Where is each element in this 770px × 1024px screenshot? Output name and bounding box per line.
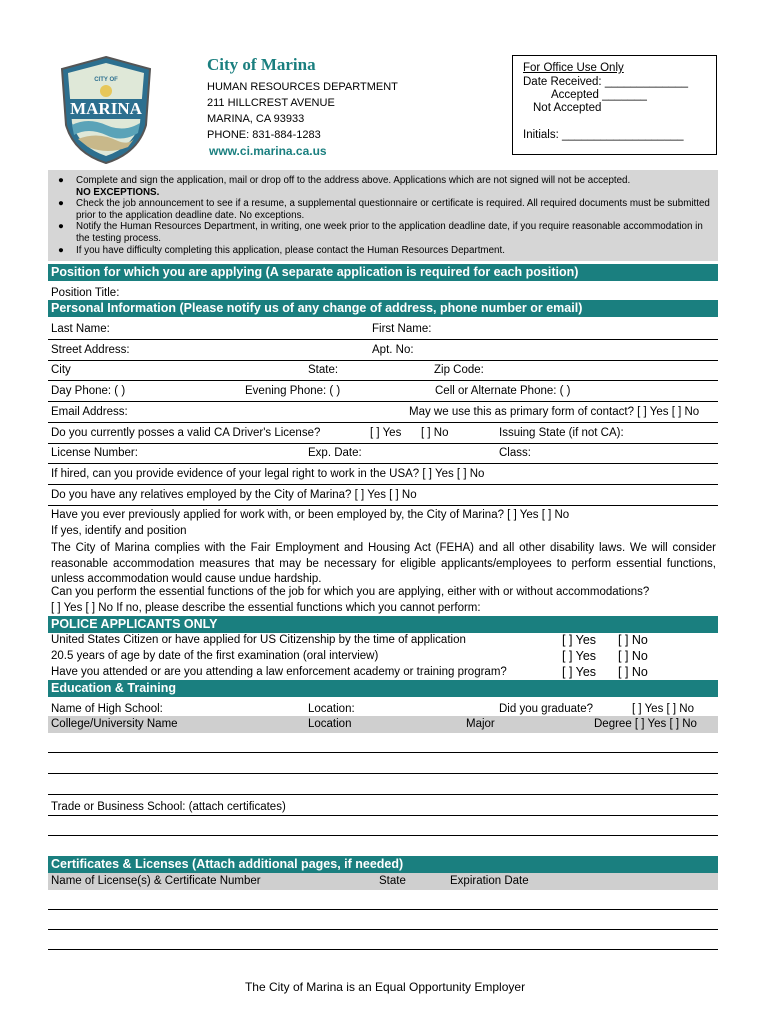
class-field[interactable]: Class: — [499, 447, 531, 459]
website-link[interactable]: www.ci.marina.ca.us — [209, 144, 327, 158]
legal-right-question[interactable]: If hired, can you provide evidence of your legal right to work in the USA? [ ] Yes [ ] No — [51, 468, 485, 480]
street-address-field[interactable]: Street Address: — [51, 344, 130, 356]
license-state-col: State — [379, 875, 406, 887]
email-primary-question[interactable]: May we use this as primary form of contact? [ ] Yes [ ] No — [409, 406, 700, 418]
police-yes-checkbox[interactable]: [ ] Yes — [562, 665, 597, 679]
expiration-date-col: Expiration Date — [450, 875, 529, 887]
police-no-checkbox[interactable]: [ ] No — [618, 665, 648, 679]
college-entry-line[interactable] — [48, 773, 718, 774]
city-field[interactable]: City — [51, 364, 71, 376]
day-phone-field[interactable]: Day Phone: ( ) — [51, 385, 126, 397]
college-name-col: College/University Name — [51, 718, 178, 730]
instruction-item: ● If you have difficulty completing this application, please contact the Human Resources Department. — [58, 244, 505, 256]
city-title: City of Marina — [207, 55, 316, 74]
police-yes-checkbox[interactable]: [ ] Yes — [562, 633, 597, 647]
police-question: 20.5 years of age by date of the first examination (oral interview) — [51, 650, 379, 662]
instruction-item: ● Check the job announcement to see if a resume, a supplemental questionnaire or certificate is required. All required documents must be submitted prior to the application deadline date. No exceptions. — [58, 198, 710, 221]
certificates-section-header: Certificates & Licenses (Attach additional pages, if needed) — [48, 856, 718, 873]
police-question: Have you attended or are you attending a law enforcement academy or training program? — [51, 666, 507, 678]
identify-position-field[interactable]: If yes, identify and position — [51, 525, 187, 537]
issuing-state-field[interactable]: Issuing State (if not CA): — [499, 427, 624, 439]
first-name-field[interactable]: First Name: — [372, 323, 432, 335]
major-col: Major — [466, 718, 495, 730]
college-entry-line[interactable] — [48, 752, 718, 753]
feha-statement: The City of Marina complies with the Fair Employment and Housing Act (FEHA) and all other disability laws. We will consider reasonable accommodation measures that may be necessary for eligible applicants/employees to perform essential functions, unless accommodation would cause undue hardship. — [51, 542, 716, 585]
education-section-header: Education & Training — [48, 680, 718, 697]
certificate-entry-line[interactable] — [48, 949, 718, 950]
position-section-header: Position for which you are applying (A separate application is required for each position) — [48, 264, 718, 281]
personal-section-header: Personal Information (Please notify us of any change of address, phone number or email) — [48, 300, 718, 317]
initials: Initials: ___________________ — [523, 129, 684, 141]
seal-top-text: CITY OF — [94, 77, 118, 83]
position-title-label: Position Title: — [51, 287, 120, 299]
graduate-question: Did you graduate? — [499, 703, 593, 715]
hs-location-field[interactable]: Location: — [308, 703, 355, 715]
college-entry-line[interactable] — [48, 794, 718, 795]
instruction-item: ● Complete and sign the application, mail or drop off to the address above. Applications which are not signed will not be accepted. NO EXCEPTIONS. — [58, 175, 631, 198]
apt-no-field[interactable]: Apt. No: — [372, 344, 414, 356]
license-name-col: Name of License(s) & Certificate Number — [51, 875, 261, 887]
instructions-box — [48, 170, 718, 261]
last-name-field[interactable]: Last Name: — [51, 323, 110, 335]
address-line-1: 211 HILLCREST AVENUE — [207, 97, 335, 109]
essential-functions-question: Can you perform the essential functions of the job for which you are applying, either with or without accommodations? — [51, 586, 650, 598]
not-accepted: Not Accepted — [533, 102, 602, 114]
police-no-checkbox[interactable]: [ ] No — [618, 633, 648, 647]
dept-name: HUMAN RESOURCES DEPARTMENT — [207, 81, 398, 93]
police-section-header: POLICE APPLICANTS ONLY — [48, 616, 718, 633]
license-no-checkbox[interactable]: [ ] No — [421, 427, 449, 439]
police-yes-checkbox[interactable]: [ ] Yes — [562, 649, 597, 663]
email-field[interactable]: Email Address: — [51, 406, 128, 418]
police-question: United States Citizen or have applied for US Citizenship by the time of application — [51, 634, 466, 646]
graduate-checkboxes[interactable]: [ ] Yes [ ] No — [632, 703, 695, 715]
instruction-item: ● Notify the Human Resources Department, in writing, one week prior to the application deadline date, if you require reasonable accommodation in the testing process. — [58, 221, 703, 244]
police-no-checkbox[interactable]: [ ] No — [618, 649, 648, 663]
date-received: Date Received: _____________ — [523, 76, 688, 88]
state-field[interactable]: State: — [308, 364, 339, 376]
certificate-entry-line[interactable] — [48, 929, 718, 930]
relatives-question[interactable]: Do you have any relatives employed by the City of Marina? [ ] Yes [ ] No — [51, 489, 417, 501]
exp-date-field[interactable]: Exp. Date: — [308, 447, 362, 459]
evening-phone-field[interactable]: Evening Phone: ( ) — [245, 385, 341, 397]
license-yes-checkbox[interactable]: [ ] Yes — [370, 427, 402, 439]
office-use-box — [512, 55, 717, 155]
college-location-col: Location — [308, 718, 352, 730]
license-number-field[interactable]: License Number: — [51, 447, 138, 459]
phone: PHONE: 831-884-1283 — [207, 129, 321, 141]
high-school-field[interactable]: Name of High School: — [51, 703, 163, 715]
zip-code-field[interactable]: Zip Code: — [434, 364, 484, 376]
essential-functions-answer[interactable]: [ ] Yes [ ] No If no, please describe the essential functions which you cannot perform: — [51, 602, 481, 614]
previous-employment-question[interactable]: Have you ever previously applied for work with, or been employed by, the City of Marina? [ ] Yes [ ] No — [51, 509, 570, 521]
eeo-footer: The City of Marina is an Equal Opportunity Employer — [244, 980, 526, 994]
city-seal-logo — [58, 55, 154, 165]
license-question: Do you currently posses a valid CA Driver's License? — [51, 427, 321, 439]
degree-col[interactable]: Degree [ ] Yes [ ] No — [594, 718, 697, 730]
accepted: Accepted _______ — [551, 89, 647, 101]
trade-entry-line[interactable] — [48, 835, 718, 836]
cell-phone-field[interactable]: Cell or Alternate Phone: ( ) — [435, 385, 571, 397]
trade-school-field[interactable]: Trade or Business School: (attach certificates) — [51, 801, 286, 813]
certificate-entry-line[interactable] — [48, 909, 718, 910]
seal-main-text: MARINA — [70, 99, 142, 118]
office-title: For Office Use Only — [523, 62, 624, 74]
address-line-2: MARINA, CA 93933 — [207, 113, 305, 125]
